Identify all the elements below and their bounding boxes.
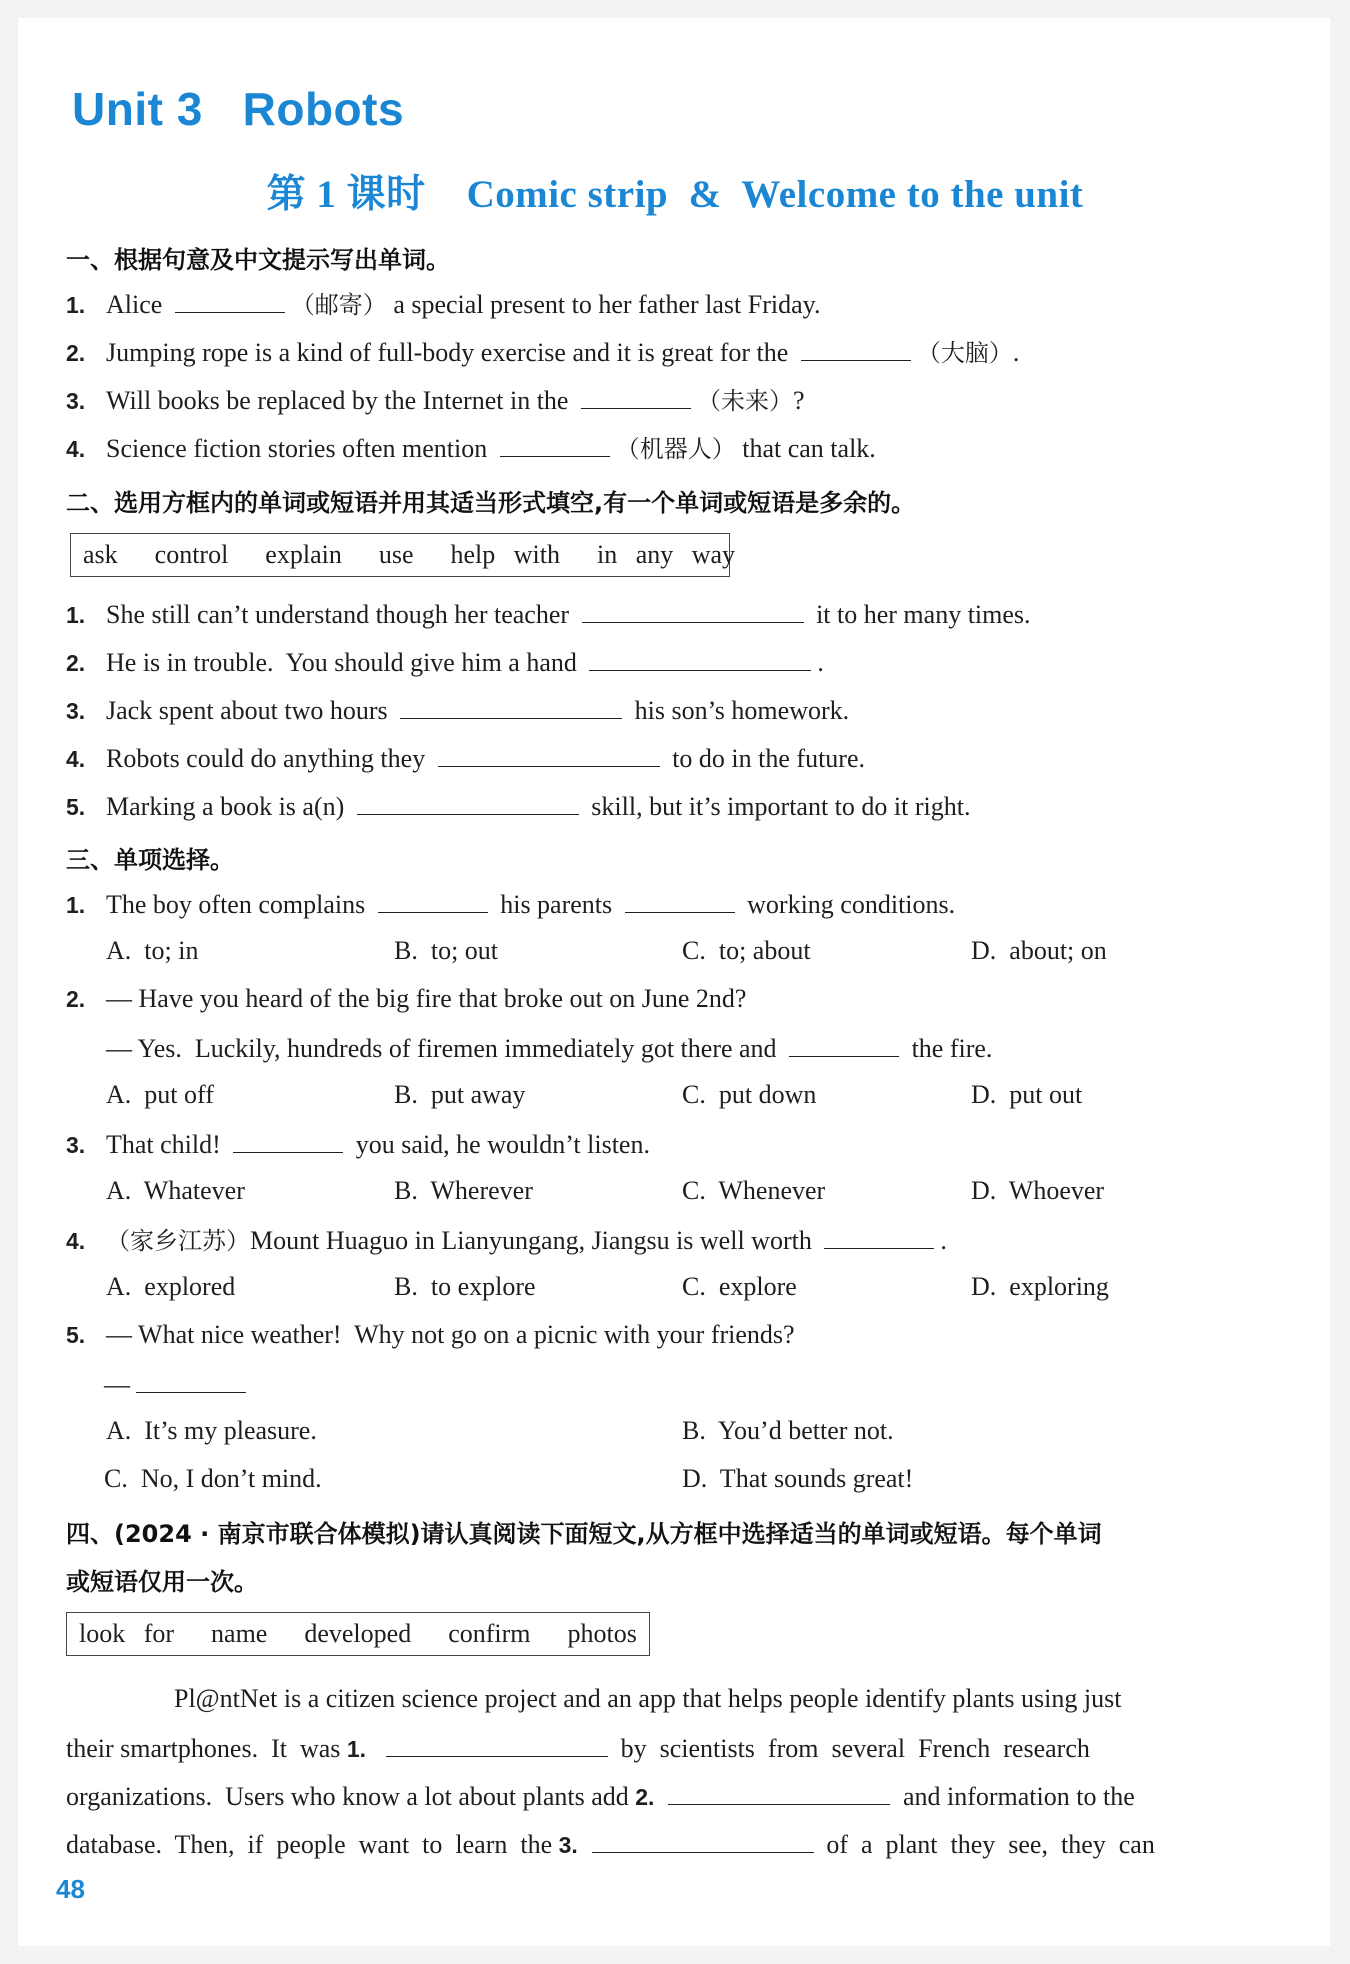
answer-blank[interactable] [357, 792, 579, 815]
answer-blank[interactable] [438, 744, 660, 767]
passage-line-4: database. Then, if people want to learn the 3. of a plant they see, they can [66, 1830, 1155, 1859]
word-box: ask control explain use help with in any way [70, 533, 730, 577]
answer-blank[interactable] [824, 1226, 934, 1249]
option-c[interactable]: C. put down [682, 1080, 817, 1109]
answer-blank[interactable] [233, 1130, 343, 1153]
answer-blank[interactable] [500, 434, 610, 457]
answer-blank[interactable] [378, 890, 488, 913]
s3-question-4: 4. （家乡江苏）Mount Huaguo in Lianyungang, Jiangsu is well worth . [66, 1226, 947, 1255]
passage-line-2: their smartphones. It was 1. by scientists from several French research [66, 1734, 1090, 1763]
option-d[interactable]: D. put out [971, 1080, 1083, 1109]
answer-blank[interactable] [386, 1734, 608, 1757]
option-b[interactable]: B. put away [394, 1080, 526, 1109]
option-d[interactable]: D. That sounds great! [682, 1464, 914, 1493]
answer-blank[interactable] [175, 290, 285, 313]
option-c[interactable]: C. No, I don’t mind. [104, 1464, 322, 1493]
option-b[interactable]: B. You’d better not. [682, 1416, 894, 1445]
answer-blank[interactable] [400, 696, 622, 719]
s1-item-4: 4. Science fiction stories often mention （机器人） that can talk. [66, 434, 876, 463]
passage-line-3: organizations. Users who know a lot about plants add 2. and information to the [66, 1782, 1135, 1811]
s1-item-1: 1. Alice （邮寄） a special present to her father last Friday. [66, 290, 821, 319]
section3-heading: 三、单项选择。 [66, 846, 234, 874]
answer-blank[interactable] [589, 648, 811, 671]
option-c[interactable]: C. Whenever [682, 1176, 826, 1205]
section2-heading: 二、选用方框内的单词或短语并用其适当形式填空,有一个单词或短语是多余的。 [66, 489, 916, 517]
word-box: look for name developed confirm photos [66, 1612, 650, 1656]
s3-question-5-reply: — [104, 1370, 252, 1398]
option-b[interactable]: B. to; out [394, 936, 499, 965]
s3-question-5: 5. — What nice weather! Why not go on a picnic with your friends? [66, 1320, 795, 1349]
s3-question-3: 3. That child! you said, he wouldn’t listen. [66, 1130, 650, 1159]
s1-item-3: 3. Will books be replaced by the Internet in the （未来）? [66, 386, 805, 415]
section4-heading-cont: 或短语仅用一次。 [66, 1568, 258, 1596]
s2-item-1: 1. She still can’t understand though her teacher it to her many times. [66, 600, 1031, 629]
s2-item-5: 5. Marking a book is a(n) skill, but it’s important to do it right. [66, 792, 971, 821]
option-c[interactable]: C. to; about [682, 936, 811, 965]
option-d[interactable]: D. exploring [971, 1272, 1109, 1301]
unit-title: Unit 3 Robots [72, 83, 405, 135]
answer-blank[interactable] [582, 600, 804, 623]
option-d[interactable]: D. about; on [971, 936, 1107, 965]
answer-blank[interactable] [789, 1034, 899, 1057]
s3-question-1: 1. The boy often complains his parents working conditions. [66, 890, 956, 919]
option-a[interactable]: A. to; in [106, 936, 199, 965]
option-b[interactable]: B. to explore [394, 1272, 536, 1301]
lesson-title: 第 1 课时 Comic strip & Welcome to the unit [266, 173, 1084, 216]
option-a[interactable]: A. It’s my pleasure. [106, 1416, 317, 1445]
section1-heading: 一、根据句意及中文提示写出单词。 [66, 246, 450, 274]
s3-question-2: 2. — Have you heard of the big fire that broke out on June 2nd? [66, 984, 747, 1013]
option-a[interactable]: A. explored [106, 1272, 236, 1301]
answer-blank[interactable] [668, 1782, 890, 1805]
s3-question-2-reply: — Yes. Luckily, hundreds of firemen immediately got there and the fire. [106, 1034, 993, 1063]
option-a[interactable]: A. Whatever [106, 1176, 245, 1205]
s2-item-4: 4. Robots could do anything they to do in the future. [66, 744, 865, 773]
s1-item-2: 2. Jumping rope is a kind of full-body exercise and it is great for the （大脑）. [66, 338, 1020, 367]
answer-blank[interactable] [801, 338, 911, 361]
s2-item-3: 3. Jack spent about two hours his son’s homework. [66, 696, 850, 725]
section4-heading: 四、(2024 · 南京市联合体模拟)请认真阅读下面短文,从方框中选择适当的单词或短语。每个单词 [66, 1520, 1102, 1548]
answer-blank[interactable] [581, 386, 691, 409]
page-number: 48 [56, 1874, 85, 1904]
answer-blank[interactable] [592, 1830, 814, 1853]
answer-blank[interactable] [136, 1370, 246, 1393]
option-c[interactable]: C. explore [682, 1272, 797, 1301]
answer-blank[interactable] [625, 890, 735, 913]
option-b[interactable]: B. Wherever [394, 1176, 533, 1205]
s2-item-2: 2. He is in trouble. You should give him a hand . [66, 648, 824, 677]
option-a[interactable]: A. put off [106, 1080, 214, 1109]
option-d[interactable]: D. Whoever [971, 1176, 1105, 1205]
passage-line-1: Pl@ntNet is a citizen science project and an app that helps people identify plants using just [174, 1684, 1122, 1713]
